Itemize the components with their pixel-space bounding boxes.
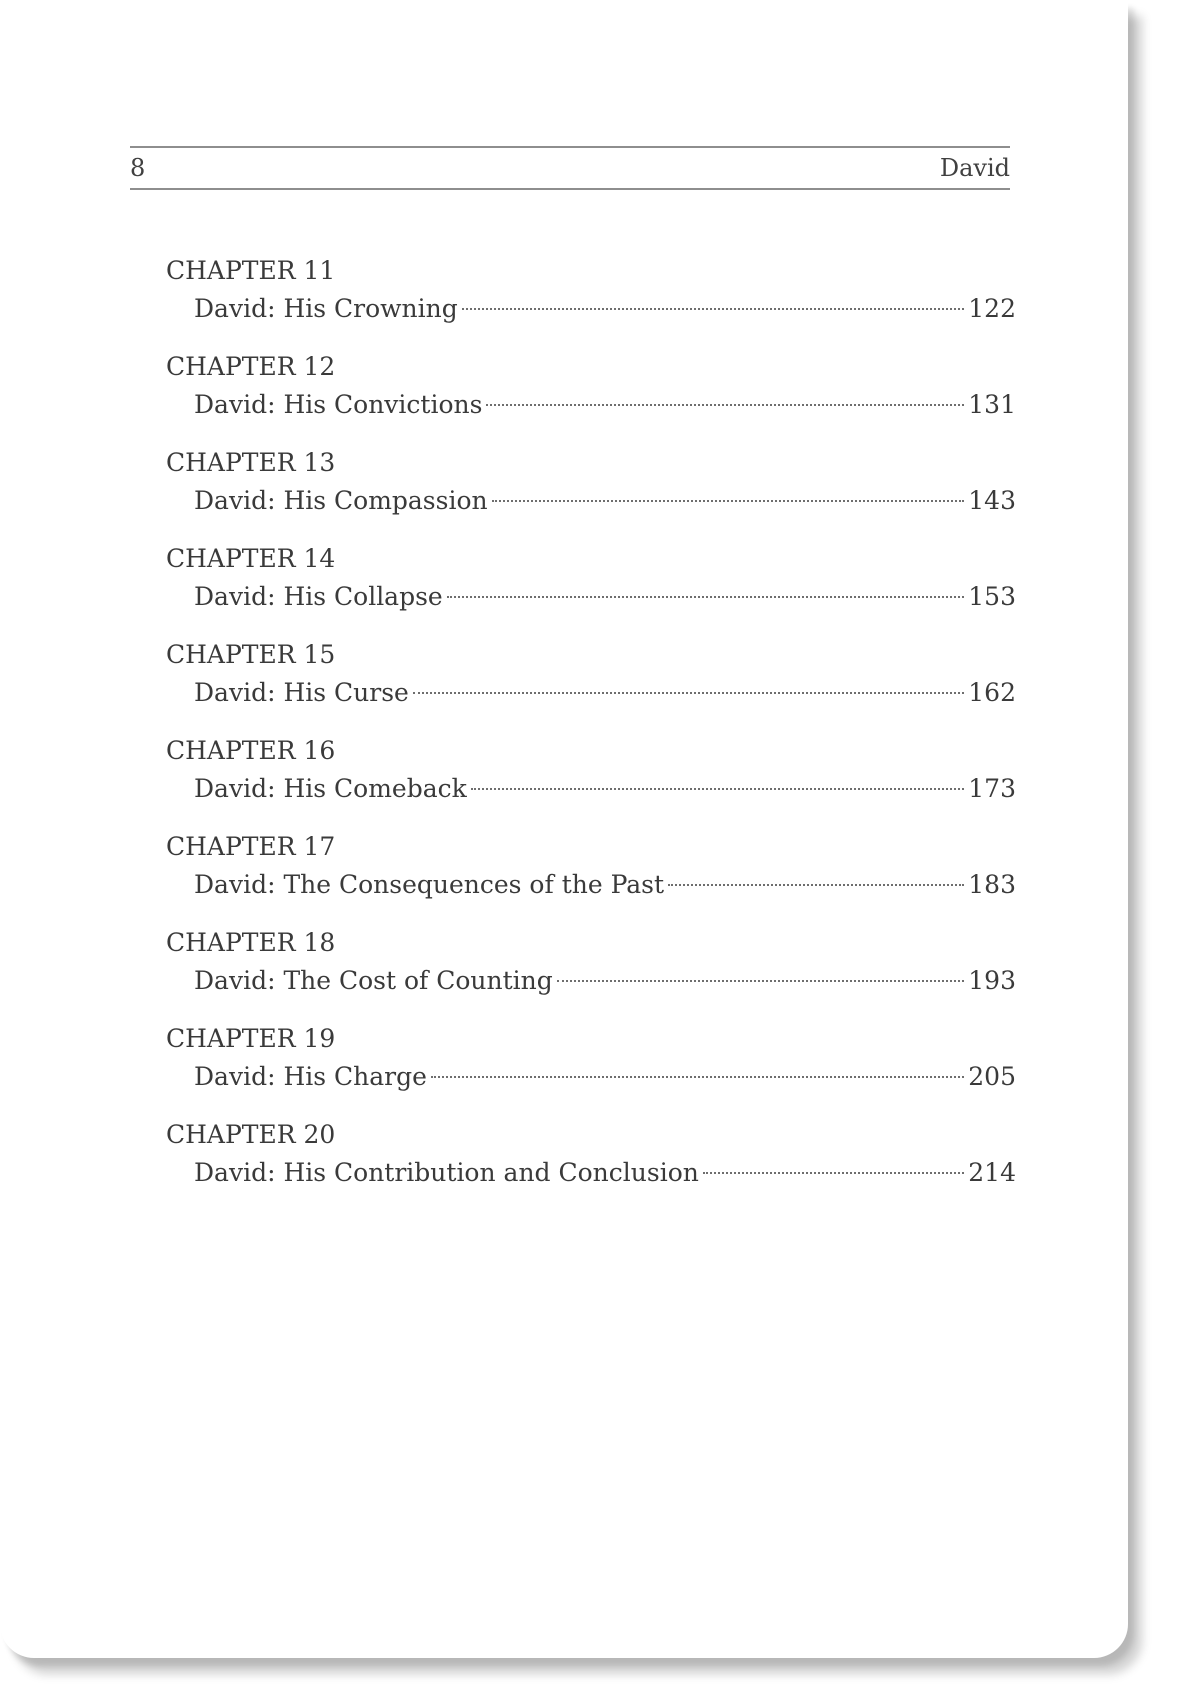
chapter-label: CHAPTER 19 (166, 1024, 336, 1053)
toc-entry (166, 540, 1016, 636)
chapter-title-line[interactable] (194, 866, 1016, 904)
toc-entry (166, 252, 1016, 348)
chapter-page-number: 183 (968, 870, 1016, 899)
chapter-title: David: The Consequences of the Past (194, 870, 665, 899)
chapter-label: CHAPTER 12 (166, 352, 336, 381)
chapter-page-number: 173 (968, 774, 1016, 803)
chapter-label: CHAPTER 17 (166, 832, 336, 861)
toc-entry (166, 1116, 1016, 1212)
chapter-title-line[interactable] (194, 290, 1016, 328)
toc-entry (166, 348, 1016, 444)
dot-leader (557, 980, 965, 982)
chapter-title-line[interactable] (194, 386, 1016, 424)
chapter-title-line[interactable] (194, 770, 1016, 808)
chapter-title: David: His Contribution and Conclusion (194, 1158, 699, 1187)
dot-leader (668, 884, 964, 886)
chapter-title-line[interactable] (194, 1154, 1016, 1192)
dot-leader (486, 404, 964, 406)
dot-leader (492, 500, 965, 502)
chapter-page-number: 193 (968, 966, 1016, 995)
chapter-title-line[interactable] (194, 482, 1016, 520)
chapter-title: David: His Collapse (194, 582, 443, 611)
toc-entry (166, 444, 1016, 540)
header-running-title: David (939, 154, 1010, 182)
chapter-label: CHAPTER 20 (166, 1120, 336, 1149)
dot-leader (703, 1172, 964, 1174)
dot-leader (462, 308, 965, 310)
toc-entry (166, 1020, 1016, 1116)
chapter-page-number: 153 (968, 582, 1016, 611)
toc-entry (166, 828, 1016, 924)
chapter-label: CHAPTER 13 (166, 448, 336, 477)
chapter-label: CHAPTER 16 (166, 736, 336, 765)
chapter-page-number: 131 (968, 390, 1016, 419)
toc-entry (166, 636, 1016, 732)
toc-entry (166, 924, 1016, 1020)
dot-leader (413, 692, 964, 694)
chapter-title: David: His Curse (194, 678, 409, 707)
chapter-title: David: His Compassion (194, 486, 488, 515)
chapter-title-line[interactable] (194, 962, 1016, 1000)
chapter-page-number: 205 (968, 1062, 1016, 1091)
chapter-title: David: His Crowning (194, 294, 458, 323)
chapter-title: David: His Convictions (194, 390, 483, 419)
chapter-label: CHAPTER 18 (166, 928, 336, 957)
chapter-title: David: The Cost of Counting (194, 966, 553, 995)
chapter-page-number: 214 (968, 1158, 1016, 1187)
chapter-page-number: 162 (968, 678, 1016, 707)
running-header (130, 146, 1010, 190)
dot-leader (447, 596, 965, 598)
chapter-label: CHAPTER 11 (166, 256, 336, 285)
chapter-title: David: His Comeback (194, 774, 467, 803)
dot-leader (471, 788, 965, 790)
toc-entry (166, 732, 1016, 828)
dot-leader (431, 1076, 964, 1078)
chapter-title-line[interactable] (194, 1058, 1016, 1096)
chapter-title-line[interactable] (194, 578, 1016, 616)
header-page-number: 8 (130, 154, 146, 182)
chapter-label: CHAPTER 14 (166, 544, 336, 573)
chapter-title: David: His Charge (194, 1062, 427, 1091)
chapter-page-number: 143 (968, 486, 1016, 515)
table-of-contents (166, 252, 1016, 1212)
chapter-title-line[interactable] (194, 674, 1016, 712)
chapter-label: CHAPTER 15 (166, 640, 336, 669)
chapter-page-number: 122 (968, 294, 1016, 323)
